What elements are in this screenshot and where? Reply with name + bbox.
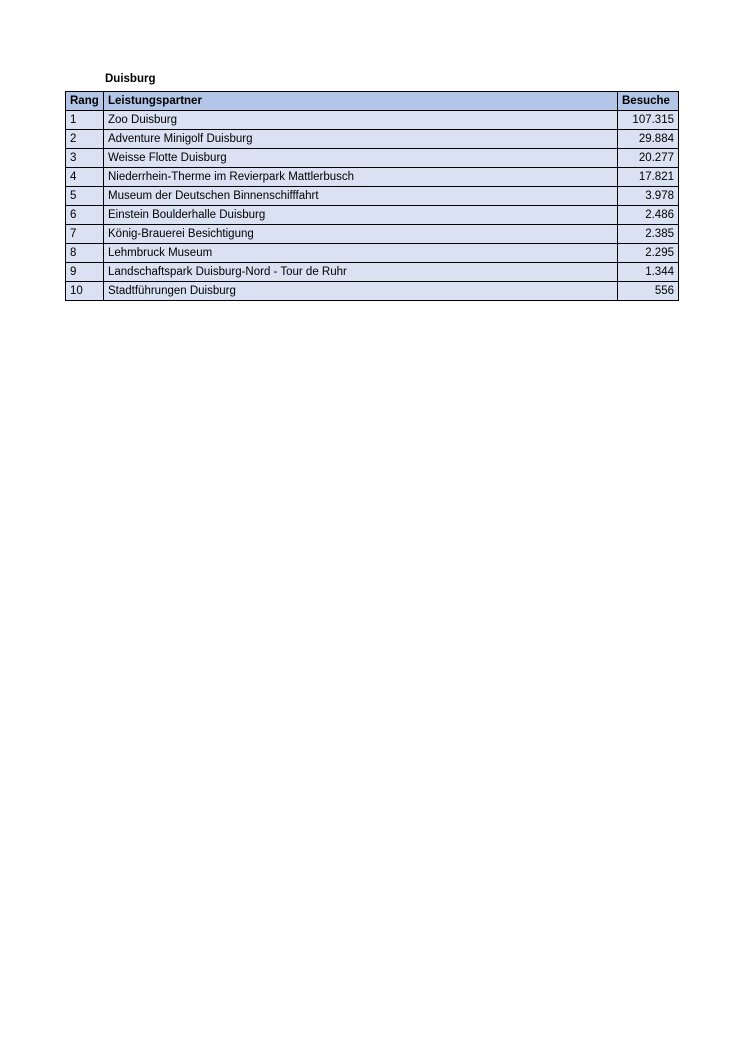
rank-cell: 8 (66, 244, 104, 263)
table-row (66, 187, 679, 206)
rank-cell: 7 (66, 225, 104, 244)
rank-cell: 6 (66, 206, 104, 225)
table-row (66, 111, 679, 130)
table-body (66, 111, 679, 301)
partner-cell: Adventure Minigolf Duisburg (104, 130, 618, 149)
table-row (66, 149, 679, 168)
rank-cell: 1 (66, 111, 104, 130)
rank-cell: 3 (66, 149, 104, 168)
table-row (66, 206, 679, 225)
table-row (66, 130, 679, 149)
table-row (66, 168, 679, 187)
page-title: Duisburg (105, 73, 156, 85)
visits-cell: 3.978 (618, 187, 679, 206)
partner-cell: Niederrhein-Therme im Revierpark Mattlerbusch (104, 168, 618, 187)
visits-cell: 556 (618, 282, 679, 301)
visits-cell: 20.277 (618, 149, 679, 168)
partner-cell: Museum der Deutschen Binnenschifffahrt (104, 187, 618, 206)
partner-cell: Zoo Duisburg (104, 111, 618, 130)
header-partner: Leistungspartner (104, 92, 618, 111)
partner-cell: Stadtführungen Duisburg (104, 282, 618, 301)
rank-cell: 10 (66, 282, 104, 301)
visits-cell: 2.385 (618, 225, 679, 244)
rank-cell: 5 (66, 187, 104, 206)
visits-cell: 107.315 (618, 111, 679, 130)
rank-cell: 2 (66, 130, 104, 149)
table-row (66, 282, 679, 301)
partner-cell: Landschaftspark Duisburg-Nord - Tour de Ruhr (104, 263, 618, 282)
table-header-row (66, 92, 679, 111)
rank-cell: 4 (66, 168, 104, 187)
visits-cell: 2.486 (618, 206, 679, 225)
visits-cell: 1.344 (618, 263, 679, 282)
rank-cell: 9 (66, 263, 104, 282)
ranking-table (65, 91, 679, 301)
table-row (66, 244, 679, 263)
partner-cell: Einstein Boulderhalle Duisburg (104, 206, 618, 225)
visits-cell: 29.884 (618, 130, 679, 149)
header-rank: Rang (66, 92, 104, 111)
table-row (66, 263, 679, 282)
partner-cell: Weisse Flotte Duisburg (104, 149, 618, 168)
partner-cell: Lehmbruck Museum (104, 244, 618, 263)
partner-cell: König-Brauerei Besichtigung (104, 225, 618, 244)
visits-cell: 17.821 (618, 168, 679, 187)
header-visits: Besuche (618, 92, 679, 111)
table-row (66, 225, 679, 244)
visits-cell: 2.295 (618, 244, 679, 263)
